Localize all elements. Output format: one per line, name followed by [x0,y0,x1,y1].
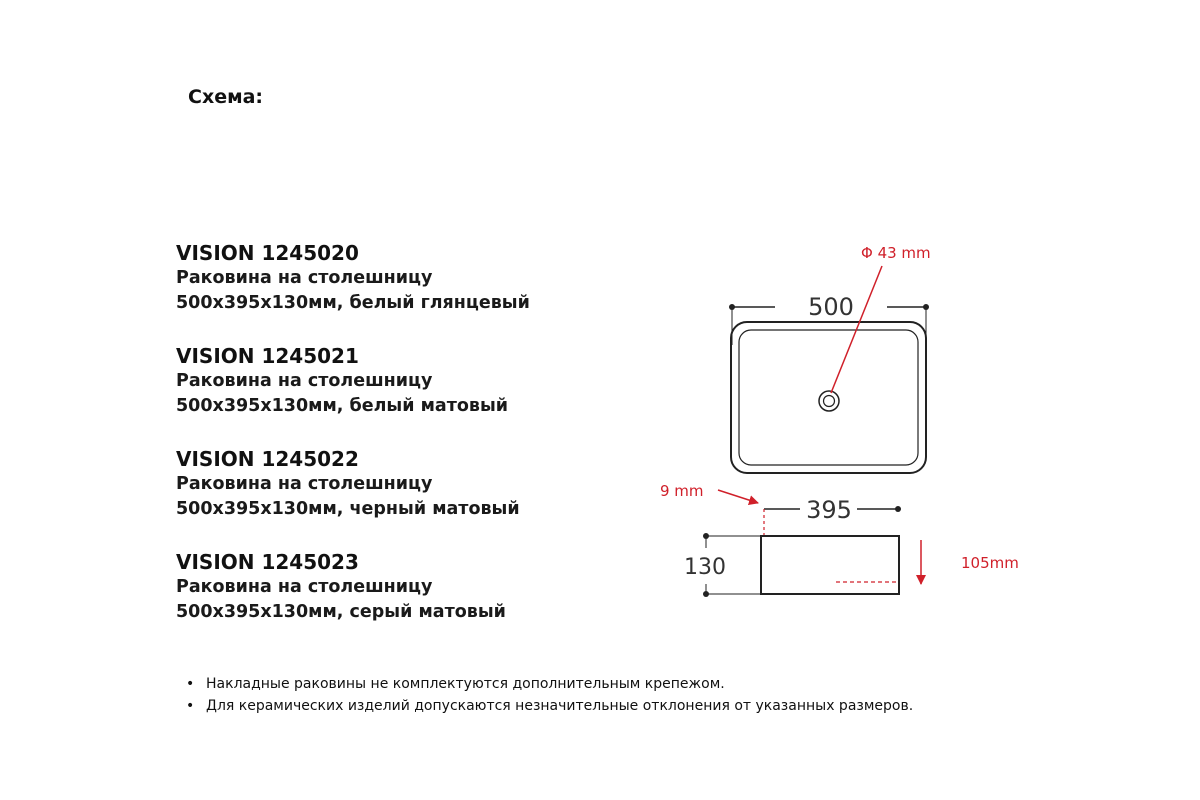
notes-list [184,673,913,717]
height-label: 130 [684,555,726,580]
product-spec: 500x395x130мм, черный матовый [176,499,520,519]
drain-diameter-label: Φ 43 mm [861,244,931,262]
drain-outer-icon [819,391,839,411]
sink-side-profile [761,536,899,594]
dimension-dot [895,506,901,512]
top-view [729,244,931,473]
side-view [660,482,1019,597]
drain-inner-icon [824,396,835,407]
depth-label: 395 [806,496,852,524]
product-name: VISION 1245022 [176,447,359,471]
product-type: Раковина на столешницу [176,268,433,288]
inner-depth-label: 105mm [961,554,1019,572]
section-heading: Схема: [188,86,264,108]
product-type: Раковина на столешницу [176,371,433,391]
rim-arrow [718,490,758,503]
product-name: VISION 1245021 [176,344,359,368]
rim-thickness-label: 9 mm [660,482,704,500]
product-type: Раковина на столешницу [176,577,433,597]
note-item: • Для керамических изделий допускаются незначительные отклонения от указанных размеров. [184,695,913,717]
product-spec: 500x395x130мм, серый матовый [176,602,506,622]
width-label: 500 [808,293,854,321]
sink-inner-bowl [739,330,918,465]
product-type: Раковина на столешницу [176,474,433,494]
product-name: VISION 1245023 [176,550,359,574]
sink-outer-rim [731,322,926,473]
product-name: VISION 1245020 [176,241,359,265]
note-item: • Накладные раковины не комплектуются дополнительным крепежом. [184,673,913,695]
product-spec: 500x395x130мм, белый матовый [176,396,509,416]
product-spec: 500x395x130мм, белый глянцевый [176,293,530,313]
